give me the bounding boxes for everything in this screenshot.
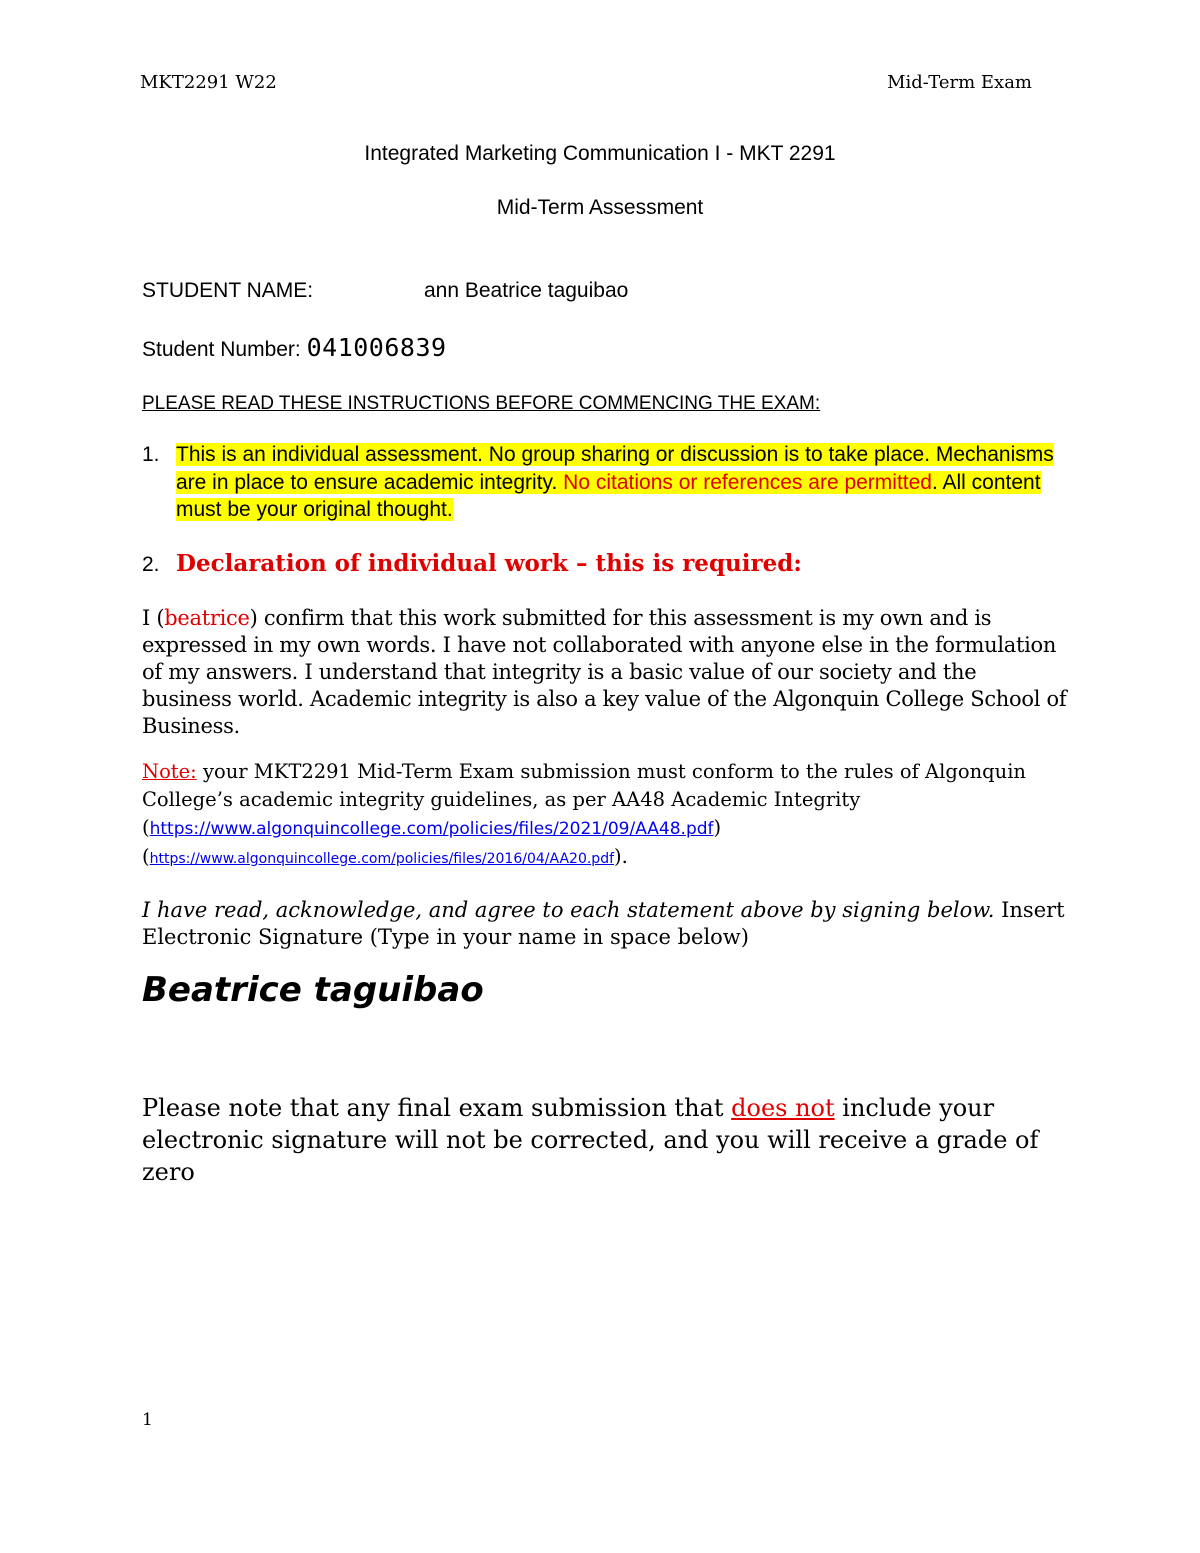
item1-text-a: This is an individual assessment. No group sharing or discussion is to take place. Mechanisms are in place to ensure academic integrity. [176, 443, 1054, 494]
final-note-emphasis: does not [731, 1094, 835, 1122]
declaration-paragraph [142, 605, 1072, 740]
student-number-label: Student Number: [142, 338, 307, 361]
aa20-policy-link[interactable]: https://www.algonquincollege.com/policies/files/2016/04/AA20.pdf [149, 851, 615, 867]
acknowledgement-italic: I have read, acknowledge, and agree to each statement above by signing below. [142, 898, 995, 922]
student-number-row [142, 333, 447, 362]
item1-text [176, 441, 1056, 524]
student-name-label: STUDENT NAME: [142, 279, 314, 302]
note-paragraph: Note: your MKT2291 Mid-Term Exam submission must conform to the rules of Algonquin College’s academic integrity guidelines, as per AA48 Academic Integrity (https://www.algonquincollege.com/policies/files/2021/09/AA48.pdf) (https://www.algonquincollege.com/policies/files/2016/04/AA20.pdf). [142, 760, 1026, 868]
final-note-paragraph [142, 1092, 1042, 1188]
assessment-title: Mid-Term Assessment [496, 196, 704, 219]
course-title: Integrated Marketing Communication I - MKT 2291 [364, 142, 836, 165]
header-exam-label: Mid-Term Exam [887, 72, 1032, 93]
acknowledgement-paragraph [142, 897, 1072, 951]
item1-text-red: No citations or references are permitted [563, 470, 932, 494]
student-name-value: ann Beatrice taguibao [424, 279, 629, 302]
note-text: your MKT2291 Mid-Term Exam submission must conform to the rules of Algonquin College’s academic integrity guidelines, as per AA48 Academic Integrity [142, 760, 1026, 811]
item1-text-b: . All content must be your original thought. [176, 470, 1041, 521]
acknowledgement-rest: Insert Electronic Signature (Type in your name in space below) [142, 898, 1065, 949]
header-course-code: MKT2291 W22 [140, 72, 277, 93]
item2-number: 2. [142, 553, 160, 576]
declaration-heading [176, 550, 802, 577]
aa48-policy-link[interactable]: https://www.algonquincollege.com/policies/files/2021/09/AA48.pdf [149, 819, 714, 839]
declaration-heading-text: Declaration of individual work – this is required: [176, 550, 802, 577]
declaration-name: beatrice [164, 606, 250, 630]
electronic-signature: Beatrice taguibao [142, 970, 484, 1010]
instructions-heading: PLEASE READ THESE INSTRUCTIONS BEFORE COMMENCING THE EXAM: [142, 393, 821, 414]
declaration-rest: ) confirm that this work submitted for this assessment is my own and is expressed in my own words. I have not collaborated with anyone else in the formulation of my answers. I understand that integrity is a basic value of our society and the business world. Academic integrity is also a key value of the Algonquin College School of Business. [142, 606, 1067, 738]
student-number-value: 041006839 [306, 333, 447, 362]
declaration-prefix: I ( [142, 606, 165, 630]
note-label: Note: [142, 760, 197, 783]
item1-number: 1. [142, 443, 160, 466]
final-note-after: include your electronic signature will not be corrected, and you will receive a grade of zero [142, 1094, 1039, 1186]
final-note-before: Please note that any final exam submission that [142, 1094, 732, 1122]
page-number: 1 [142, 1410, 153, 1430]
